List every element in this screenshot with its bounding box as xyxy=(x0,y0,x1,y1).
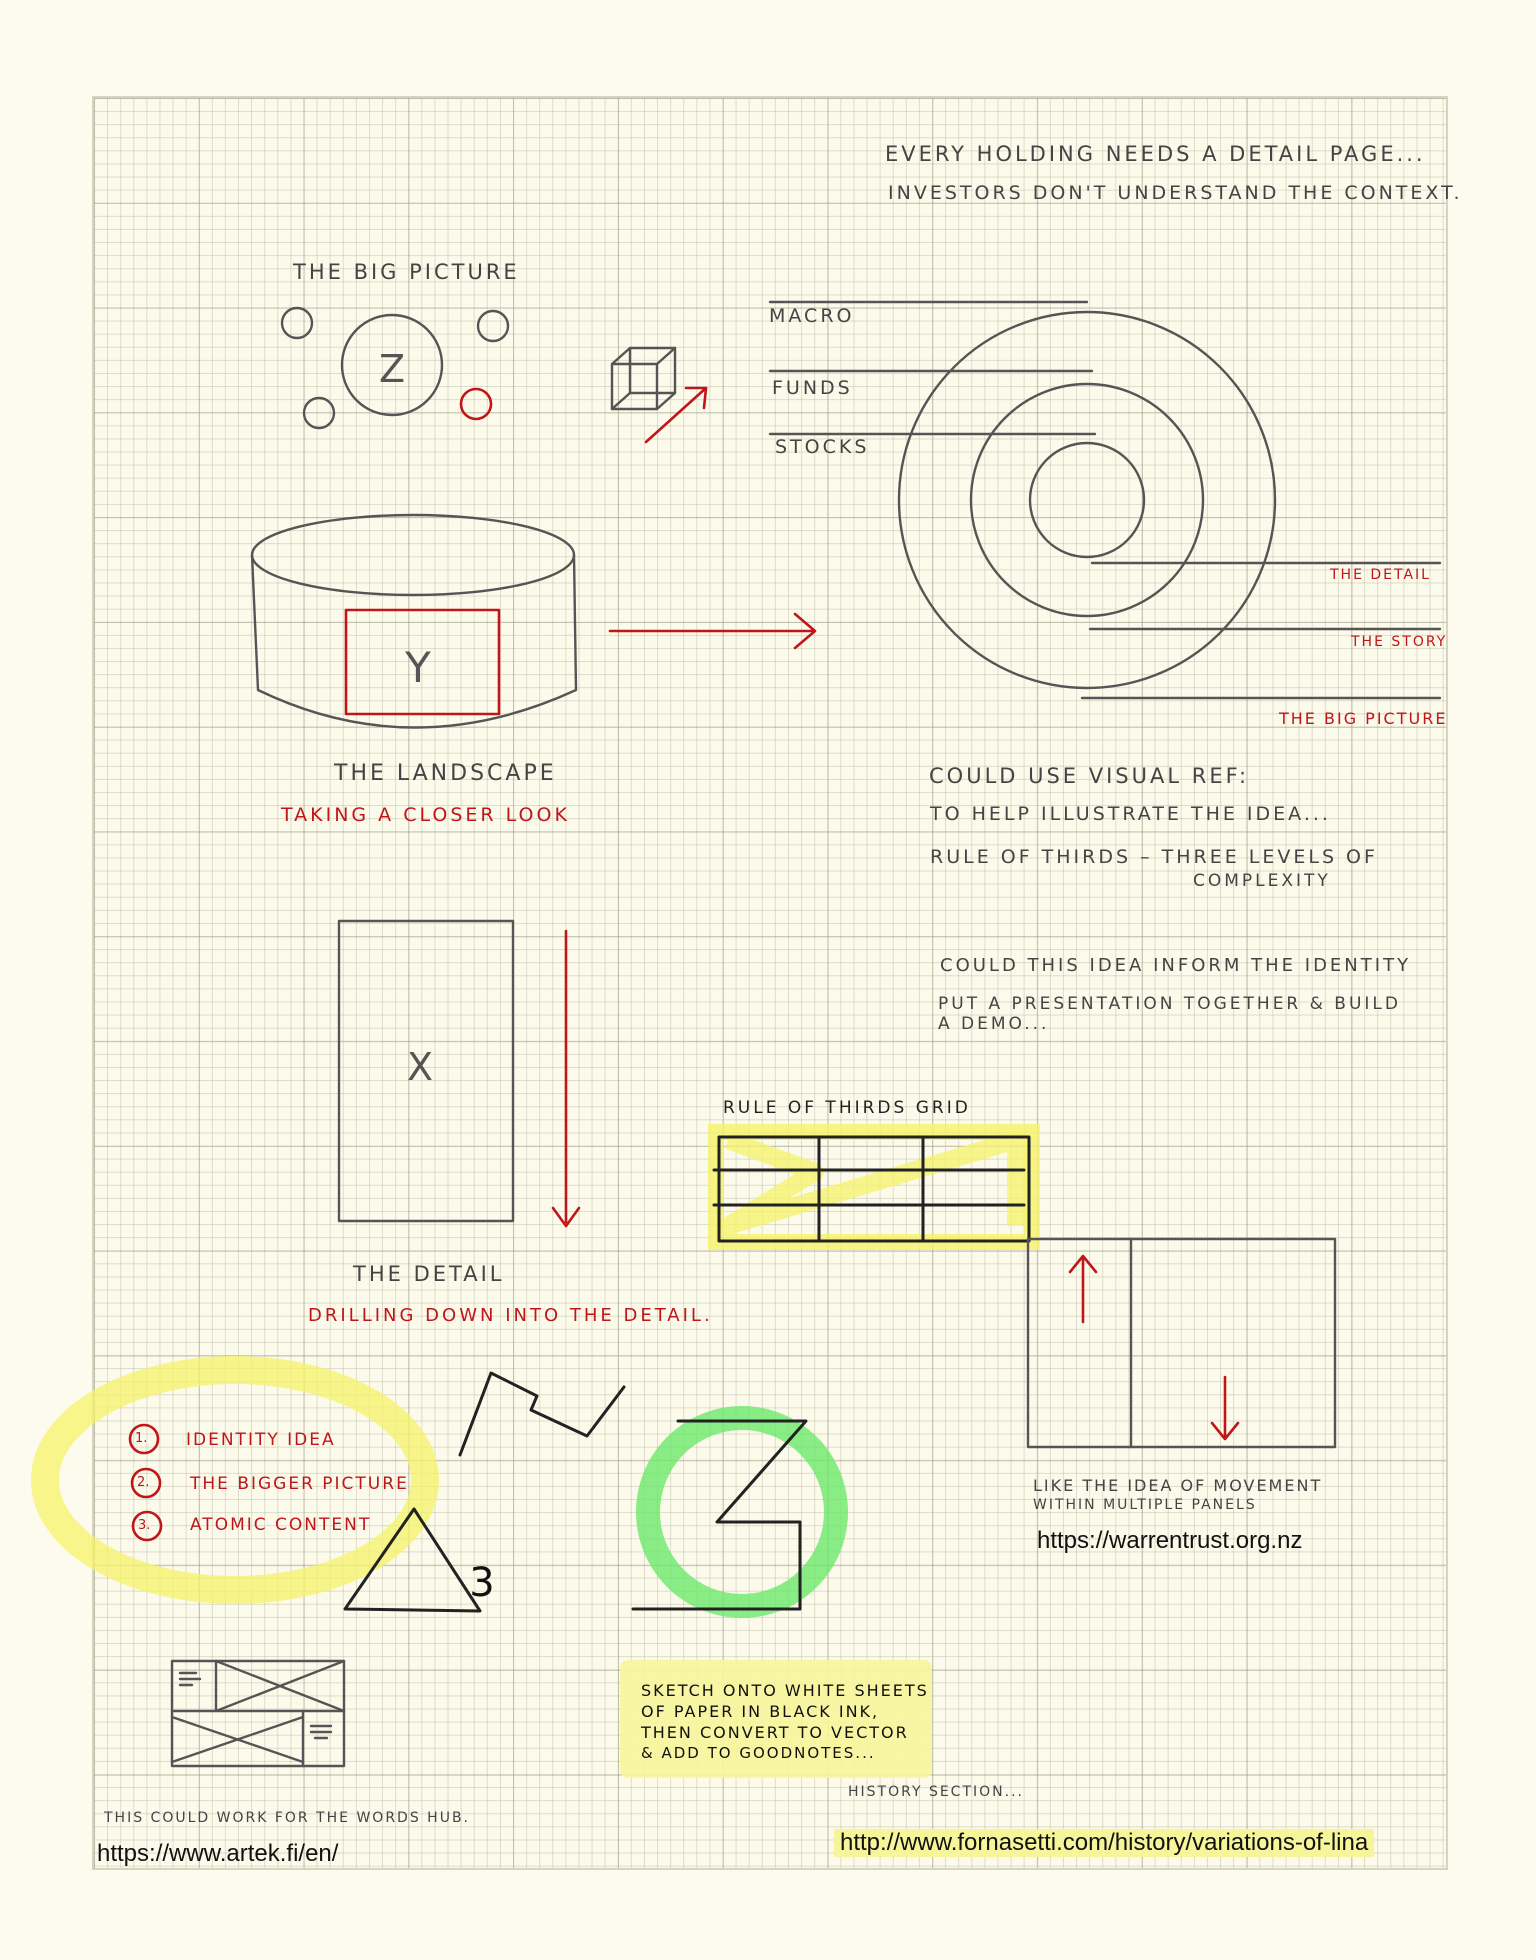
big-picture-small-circle xyxy=(478,311,508,341)
idea-label: IDENTITY IDEA xyxy=(186,1430,336,1450)
artek-url[interactable]: https://www.artek.fi/en/ xyxy=(97,1840,339,1867)
detail-subtitle: DRILLING DOWN INTO THE DETAIL. xyxy=(308,1305,713,1326)
down-arrow-icon xyxy=(553,931,579,1226)
target-outer-ring xyxy=(899,312,1275,688)
funds-label: FUNDS xyxy=(772,377,853,399)
big-picture-heading: THE BIG PICTURE xyxy=(293,260,520,284)
big-picture-small-circle xyxy=(282,308,312,338)
words-hub-wireframe xyxy=(172,1661,344,1766)
intro-line-1: EVERY HOLDING NEEDS A DETAIL PAGE... xyxy=(885,142,1426,166)
target-middle-ring xyxy=(971,384,1203,616)
thirds-grid-label: RULE OF THIRDS GRID xyxy=(723,1098,971,1118)
fornasetti-url[interactable]: http://www.fornasetti.com/history/variations-of-lina xyxy=(834,1829,1374,1857)
macro-label: MACRO xyxy=(769,305,855,327)
visual-ref-line-4: COMPLEXITY xyxy=(1193,871,1331,891)
idea-number: 1. xyxy=(135,1431,148,1446)
identity-note-line-3: A DEMO... xyxy=(938,1014,1050,1034)
idea-label: THE BIGGER PICTURE xyxy=(190,1474,409,1494)
detail-title: THE DETAIL xyxy=(353,1262,505,1286)
cube-icon xyxy=(612,348,675,409)
stocks-label: STOCKS xyxy=(775,436,870,458)
cylinder-top xyxy=(252,515,574,595)
big-picture-target-label: THE BIG PICTURE xyxy=(1279,709,1448,728)
cylinder-body xyxy=(252,555,576,728)
diagonal-arrow-icon xyxy=(646,388,706,442)
panels-caption-line-2: WITHIN MULTIPLE PANELS xyxy=(1033,1497,1257,1513)
big-picture-letter: Z xyxy=(378,347,406,391)
landscape-letter: Y xyxy=(405,643,431,692)
landscape-subtitle: TAKING A CLOSER LOOK xyxy=(281,804,570,826)
panels-caption-line-1: LIKE THE IDEA OF MOVEMENT xyxy=(1033,1476,1323,1495)
up-arrow-icon xyxy=(1070,1256,1096,1322)
idea-label: ATOMIC CONTENT xyxy=(190,1515,372,1535)
history-caption: HISTORY SECTION... xyxy=(848,1784,1024,1800)
warrentrust-url[interactable]: https://warrentrust.org.nz xyxy=(1037,1527,1303,1554)
green-circle-highlight xyxy=(648,1418,836,1606)
movement-panels xyxy=(1028,1239,1335,1447)
visual-ref-line-3: RULE OF THIRDS – THREE LEVELS OF xyxy=(930,846,1378,868)
idea-number: 2. xyxy=(137,1475,150,1490)
sketch-note-line-2: OF PAPER IN BLACK INK, xyxy=(641,1702,880,1721)
identity-note-line-2: PUT A PRESENTATION TOGETHER & BUILD xyxy=(938,994,1401,1014)
triangle-number: 3 xyxy=(469,1560,495,1606)
visual-ref-line-1: COULD USE VISUAL REF: xyxy=(929,764,1250,788)
sketch-note-line-3: THEN CONVERT TO VECTOR xyxy=(641,1723,909,1742)
detail-label: THE DETAIL xyxy=(1330,567,1431,583)
down-arrow-icon xyxy=(1212,1377,1238,1439)
target-inner-ring xyxy=(1030,443,1144,557)
visual-ref-line-2: TO HELP ILLUSTRATE THE IDEA... xyxy=(930,803,1331,825)
thirds-grid-yellow-z xyxy=(728,1140,1016,1226)
idea-number: 3. xyxy=(138,1518,151,1533)
intro-line-2: INVESTORS DON'T UNDERSTAND THE CONTEXT. xyxy=(888,182,1463,204)
identity-note-line-1: COULD THIS IDEA INFORM THE IDENTITY xyxy=(940,955,1412,976)
zigzag-shape xyxy=(460,1373,624,1455)
story-label: THE STORY xyxy=(1351,634,1448,650)
landscape-title: THE LANDSCAPE xyxy=(334,761,557,786)
right-arrow-icon xyxy=(610,614,815,648)
sketch-note-line-4: & ADD TO GOODNOTES... xyxy=(641,1744,876,1762)
big-picture-red-circle xyxy=(461,389,491,419)
sketch-note-line-1: SKETCH ONTO WHITE SHEETS xyxy=(641,1681,929,1700)
detail-letter: X xyxy=(406,1045,434,1089)
words-hub-caption: THIS COULD WORK FOR THE WORDS HUB. xyxy=(104,1810,470,1826)
big-picture-small-circle xyxy=(304,398,334,428)
